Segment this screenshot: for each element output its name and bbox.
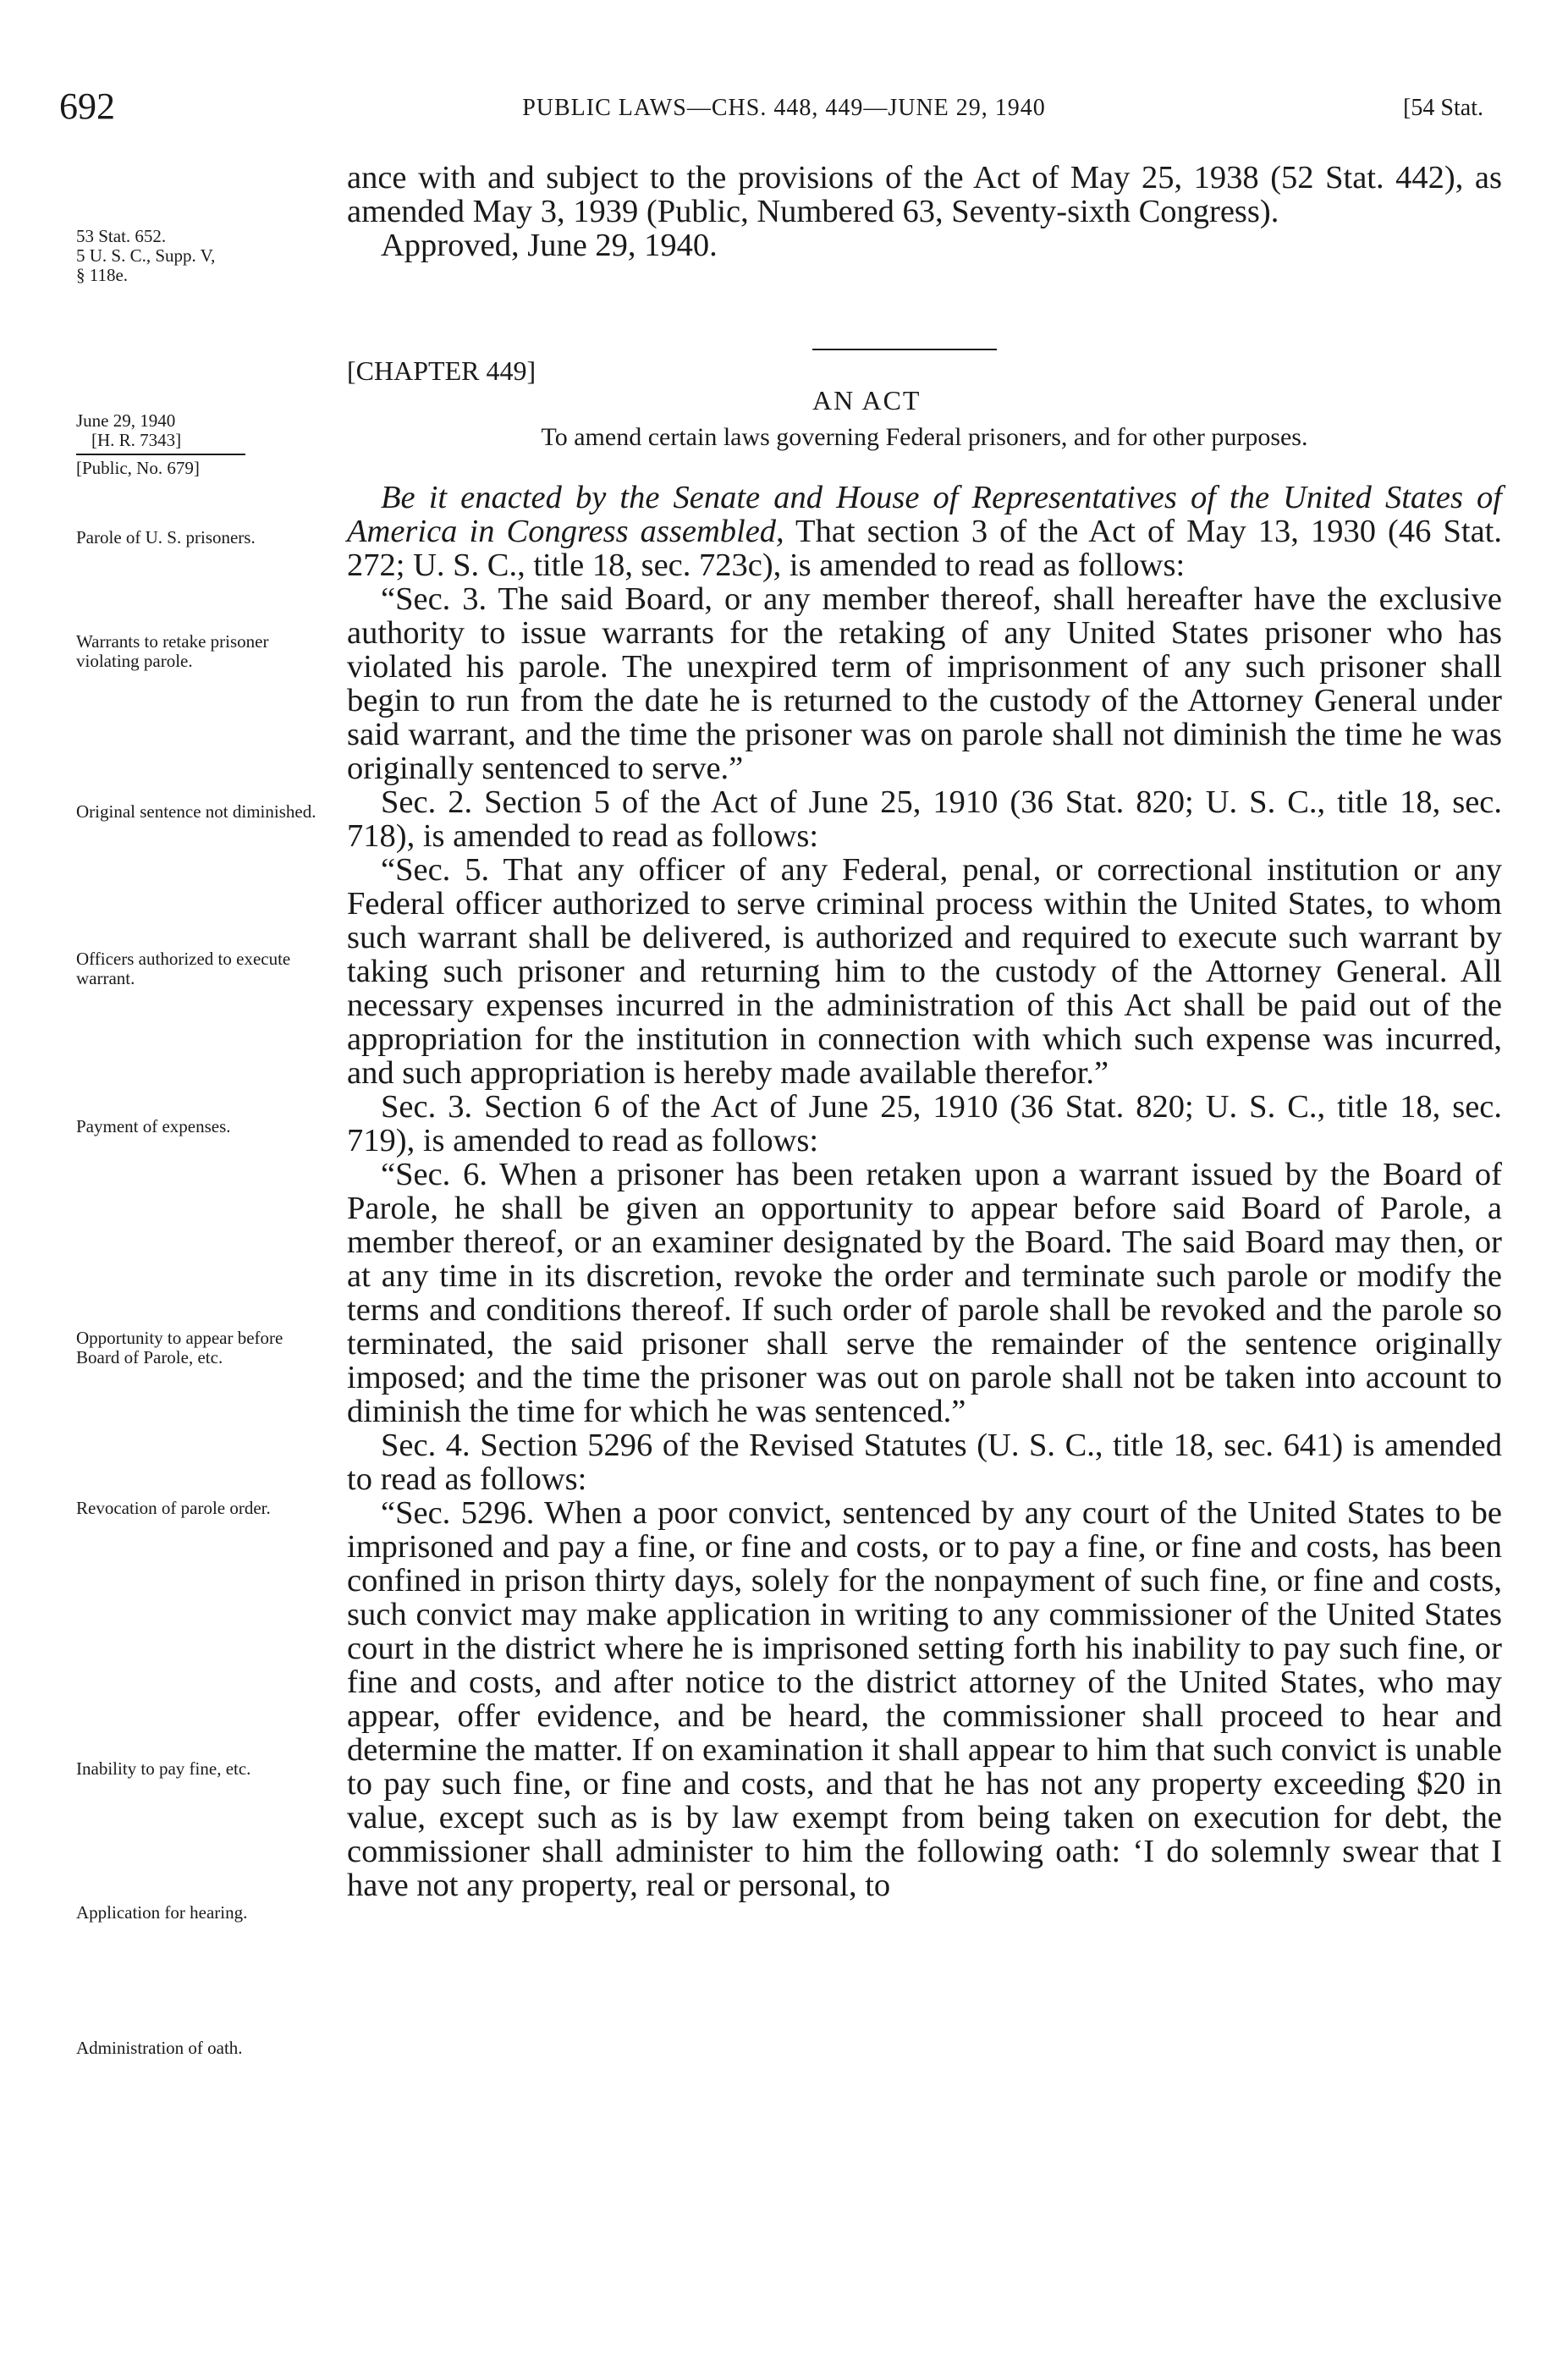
enacting-clause bbox=[347, 481, 1502, 582]
section-3-intro: Sec. 3. Section 6 of the Act of June 25, 1910 (36 Stat. 820; U. S. C., title 18, sec. 719), is amended to read as follows: bbox=[347, 1089, 1502, 1158]
margin-date: June 29, 1940 bbox=[76, 410, 176, 431]
margin-public-no: [Public, No. 679] bbox=[76, 458, 200, 478]
heading-rule bbox=[812, 349, 997, 350]
running-title: PUBLIC LAWS—CHS. 448, 449—JUNE 29, 1940 bbox=[522, 95, 1046, 121]
margin-citation-2: 5 U. S. C., Supp. V, bbox=[76, 245, 216, 266]
margin-bill: [H. R. 7343] bbox=[91, 430, 182, 450]
margin-note-original-sentence: Original sentence not diminished. bbox=[76, 801, 316, 822]
margin-note-parole: Parole of U. S. prisoners. bbox=[76, 527, 256, 547]
section-5-text: “Sec. 5. That any officer of any Federal, penal, or correctional institution or any Federal officer authorized to serve criminal process within the United States, to whom such warrant shall be delivered, is authorized and required to execute such warrant by taking such prisoner and returning him to the custody of the Attorney General. All necessary expenses incurred in the administration of this Act shall be paid out of the appropriation for the institution in connection with which such expense was incurred, and such appropriation is hereby made available therefor.” bbox=[347, 852, 1502, 1091]
section-2-intro: Sec. 2. Section 5 of the Act of June 25, 1910 (36 Stat. 820; U. S. C., title 18, sec. 718), is amended to read as follows: bbox=[347, 784, 1502, 854]
section-3-text: “Sec. 3. The said Board, or any member thereof, shall hereafter have the exclusive authority to issue warrants for the retaking of any United States prisoner who has violated his parole. The unexpired term of imprisonment of any such prisoner shall begin to run from the date he is returned to the custody of the Attorney General under said warrant, and the time the prisoner was on parole shall not diminish the time he was originally sentenced to serve.” bbox=[347, 581, 1502, 786]
margin-citation-1: 53 Stat. 652. bbox=[76, 226, 167, 246]
page-number: 692 bbox=[59, 85, 115, 127]
act-heading: AN ACT bbox=[812, 385, 922, 415]
margin-note-warrants: Warrants to retake prisoner violating parole. bbox=[76, 631, 269, 671]
section-5296-text: “Sec. 5296. When a poor convict, sentenced by any court of the United States to be imprisoned and pay a fine, or fine and costs, or to pay a fine, or fine and costs, has been confined in prison thirty days, solely for the nonpayment of such fine, or fine and costs, such convict may make application in writing to any commissioner of the United States court in the district where he is imprisoned setting forth his inability to pay such fine, or fine and costs, and after notice to the district attorney of the United States, who may appear, offer evidence, and be heard, the commissioner shall proceed to hear and determine the matter. If on examination it shall appear to him that such convict is unable to pay such fine, or fine and costs, and that he has not any property exceeding $20 in value, except such as is by law exempt from being taken on execution for debt, the commissioner shall administer to him the following oath: ‘I do solemnly swear that I have not any property, real or personal, to bbox=[347, 1495, 1502, 1903]
margin-divider bbox=[76, 454, 245, 455]
margin-note-payment: Payment of expenses. bbox=[76, 1116, 231, 1136]
approval-line: Approved, June 29, 1940. bbox=[381, 228, 718, 263]
margin-note-oath: Administration of oath. bbox=[76, 2038, 243, 2058]
chapter-number: [CHAPTER 449] bbox=[347, 355, 536, 386]
margin-note-opportunity: Opportunity to appear before Board of Parole, etc. bbox=[76, 1328, 283, 1367]
margin-citation-3: § 118e. bbox=[76, 265, 129, 285]
volume-reference: [54 Stat. bbox=[1403, 95, 1483, 121]
margin-note-application: Application for hearing. bbox=[76, 1902, 248, 1923]
chapter-448-tail bbox=[347, 161, 1502, 262]
act-purpose: To amend certain laws governing Federal prisoners, and for other purposes. bbox=[541, 423, 1308, 451]
section-4-intro: Sec. 4. Section 5296 of the Revised Statutes (U. S. C., title 18, sec. 641) is amended to read as follows: bbox=[347, 1428, 1502, 1497]
chapter-448-text: ance with and subject to the provisions of the Act of May 25, 1938 (52 Stat. 442), as amended May 3, 1939 (Public, Numbered 63, Seventy-sixth Congress). bbox=[347, 160, 1502, 229]
act-body bbox=[347, 481, 1502, 1902]
margin-note-revocation: Revocation of parole order. bbox=[76, 1498, 271, 1518]
margin-note-officers: Officers authorized to execute warrant. bbox=[76, 949, 291, 988]
enacting-formula: Be it enacted by the Senate and House of Representatives of the United States of America in Congress assembled, bbox=[347, 480, 1502, 549]
section-6-text: “Sec. 6. When a prisoner has been retaken upon a warrant issued by the Board of Parole, he shall be given an opportunity to appear before said Board of Parole, a member thereof, or an examiner designated by the Board. The said Board may then, or at any time in its discretion, revoke the order and terminate such parole or modify the terms and conditions thereof. If such order of parole shall be revoked and the parole so terminated, the said prisoner shall serve the remainder of the sentence originally imposed; and the time the prisoner was out on parole shall not be taken into account to diminish the time for which he was sentenced.” bbox=[347, 1157, 1502, 1429]
enacting-text: That section 3 of the Act of May 13, 1930 (46 Stat. 272; U. S. C., title 18, sec. 723c), is amended to read as follows: bbox=[347, 514, 1502, 583]
margin-note-inability: Inability to pay fine, etc. bbox=[76, 1758, 251, 1779]
